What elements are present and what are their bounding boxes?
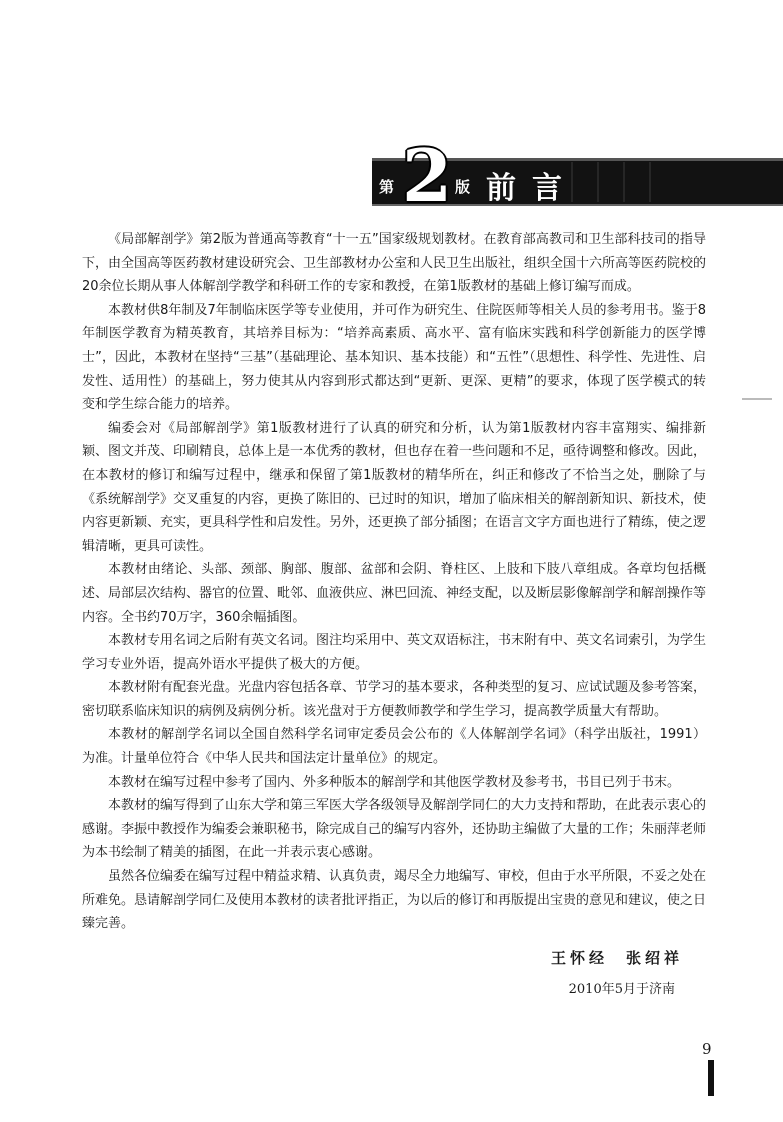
paragraph-4: 本教材由绪论、头部、颈部、胸部、腹部、盆部和会阴、脊柱区、上肢和下肢八章组成。各章均包括概述、局部层次结构、器官的位置、毗邻、血液供应、淋巴回流、神经支配，以及断层影像解剖学和解剖操作等内容。全书约70万字，360余幅插图。 xyxy=(82,562,707,625)
edition-prefix: 第 xyxy=(379,178,395,196)
edition-suffix: 版 xyxy=(455,178,471,196)
author-2: 张绍祥 xyxy=(625,949,683,967)
paragraph-1: 《局部解剖学》第2版为普通高等教育“十一五”国家级规划教材。在教育部高教司和卫生部科技司的指导下，由全国高等医药教材建设研究会、卫生部教材办公室和人民卫生出版社，组织全国十六所高等医药院校的20余位长期从事人体解剖学教学和科研工作的专家和教授，在第1版教材的基础上修订编写而成。 xyxy=(82,232,707,295)
page-title: 前言 xyxy=(486,171,578,206)
preface-body xyxy=(82,228,706,936)
paragraph-3: 编委会对《局部解剖学》第1版教材进行了认真的研究和分析，认为第1版教材内容丰富翔实、编排新颖、图文并茂、印刷精良，总体上是一本优秀的教材，但也存在着一些问题和不足，亟待调整和修改。因此，在本教材的修订和编写过程中，继承和保留了第1版教材的精华所在，纠正和修改了不恰当之处，删除了与《系统解剖学》交叉重复的内容，更换了陈旧的、已过时的知识，增加了临床相关的解剖新知识、新技术，使内容更新颖、充实，更具科学性和启发性。另外，还更换了部分插图；在语言文字方面也进行了精练，使之逻辑清晰，更具可读性。 xyxy=(82,420,707,554)
signature-date-place: 2010年5月于济南 xyxy=(568,982,675,997)
paragraph-9: 本教材的编写得到了山东大学和第三军医大学各级领导及解剖学同仁的大力支持和帮助，在此表示衷心的感谢。李振中教授作为编委会兼职秘书，除完成自己的编写内容外，还协助主编做了大量的工作；朱丽萍老师为本书绘制了精美的插图，在此一并表示衷心感谢。 xyxy=(82,798,707,861)
paragraph-8: 本教材在编写过程中参考了国内、外多种版本的解剖学和其他医学教材及参考书，书目已列于书末。 xyxy=(108,774,681,790)
page-number: 9 xyxy=(702,1040,712,1058)
paragraph-2: 本教材供8年制及7年制临床医学等专业使用，并可作为研究生、住院医师等相关人员的参考用书。鉴于8年制医学教育为精英教育，其培养目标为：“培养高素质、高水平、富有临床实践和科学创新能力的医学博士”，因此，本教材在坚持“三基”（基础理论、基本知识、基本技能）和“五性”（思想性、科学性、先进性、启发性、适用性）的基础上，努力使其从内容到形式都达到“更新、更深、更精”的要求，体现了医学模式的转变和学生综合能力的培养。 xyxy=(82,302,706,413)
paragraph-5: 本教材专用名词之后附有英文名词。图注均采用中、英文双语标注，书末附有中、英文名词索引，为学生学习专业外语，提高外语水平提供了极大的方便。 xyxy=(82,633,707,672)
paragraph-10: 虽然各位编委在编写过程中精益求精、认真负责，竭尽全力地编写、审校，但由于水平所限，不妥之处在所难免。恳请解剖学同仁及使用本教材的读者批评指正，为以后的修订和再版提出宝贵的意见和建议，使之日臻完善。 xyxy=(82,869,707,932)
authors xyxy=(551,947,683,968)
paragraph-6: 本教材附有配套光盘。光盘内容包括各章、节学习的基本要求，各种类型的复习、应试试题及参考答案，密切联系临床知识的病例及病例分析。该光盘对于方便教师教学和学生学习，提高教学质量大有帮助。 xyxy=(82,680,707,719)
author-1: 王怀经 xyxy=(550,949,608,967)
margin-mark xyxy=(742,398,772,400)
edition-number: 2 xyxy=(402,133,453,218)
paragraph-7: 本教材的解剖学名词以全国自然科学名词审定委员会公布的《人体解剖学名词》（科学出版社，1991）为准。计量单位符合《中华人民共和国法定计量单位》的规定。 xyxy=(82,727,706,767)
page-number-bar xyxy=(708,1060,714,1096)
